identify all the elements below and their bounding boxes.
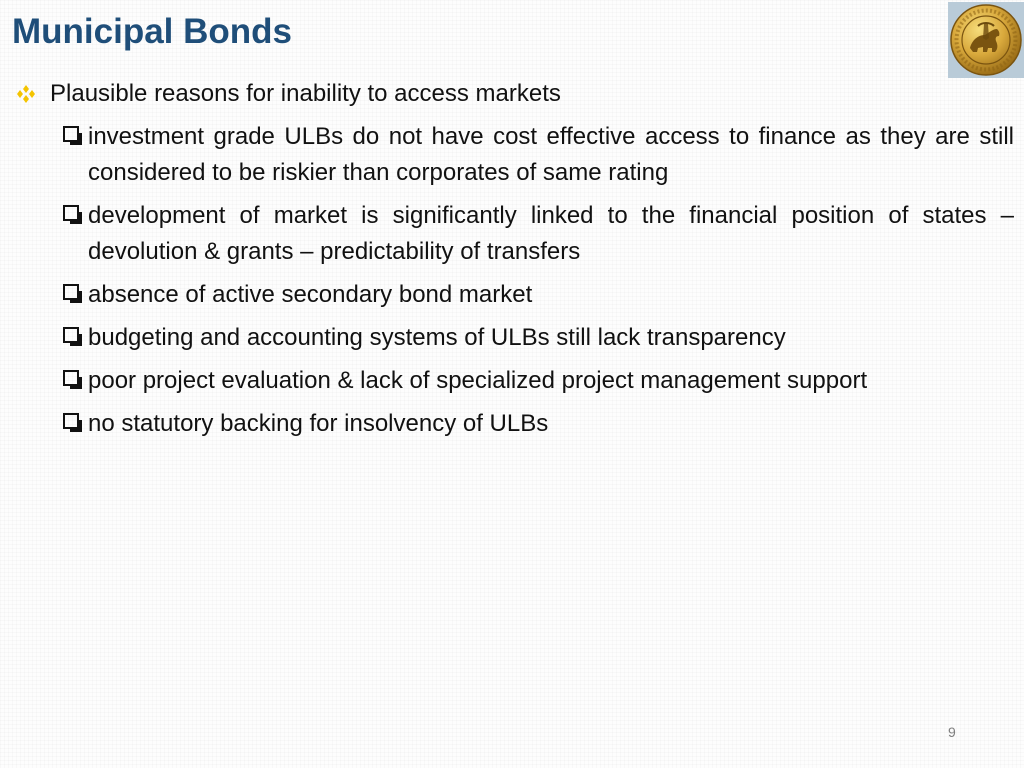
slide-title: Municipal Bonds [12, 12, 292, 51]
checkbox-bullet-icon [63, 126, 79, 142]
diamond-bullet-icon [14, 84, 38, 104]
sub-bullet-text: investment grade ULBs do not have cost effective access to finance as they are still considered to be riskier than corporates of same rating [88, 123, 1014, 186]
checkbox-bullet-icon [63, 284, 79, 300]
level1-bullet-item [14, 80, 1004, 108]
sub-bullet-text: development of market is significantly linked to the financial position of states – devolution & grants – predictability of transfers [88, 202, 1014, 265]
sub-bullet-item [63, 119, 1014, 191]
sub-bullet-text: budgeting and accounting systems of ULBs still lack transparency [88, 324, 786, 351]
checkbox-bullet-icon [63, 327, 79, 343]
sub-bullet-text: no statutory backing for insolvency of ULBs [88, 410, 549, 437]
sub-bullet-item [63, 320, 1014, 356]
checkbox-bullet-icon [63, 413, 79, 429]
sub-bullet-text: absence of active secondary bond market [88, 281, 533, 308]
checkbox-bullet-icon [63, 370, 79, 386]
checkbox-bullet-icon [63, 205, 79, 221]
page-number: 9 [948, 724, 956, 740]
sub-bullet-text: poor project evaluation & lack of specialized project management support [88, 367, 868, 394]
sub-bullet-item [63, 363, 1014, 399]
sub-bullet-item [63, 277, 1014, 313]
sub-bullet-item [63, 406, 1014, 442]
sub-bullet-list [63, 119, 1014, 449]
sub-bullet-item [63, 198, 1014, 270]
level1-bullet-text: Plausible reasons for inability to access markets [50, 80, 561, 107]
rbi-emblem-icon [948, 2, 1024, 78]
